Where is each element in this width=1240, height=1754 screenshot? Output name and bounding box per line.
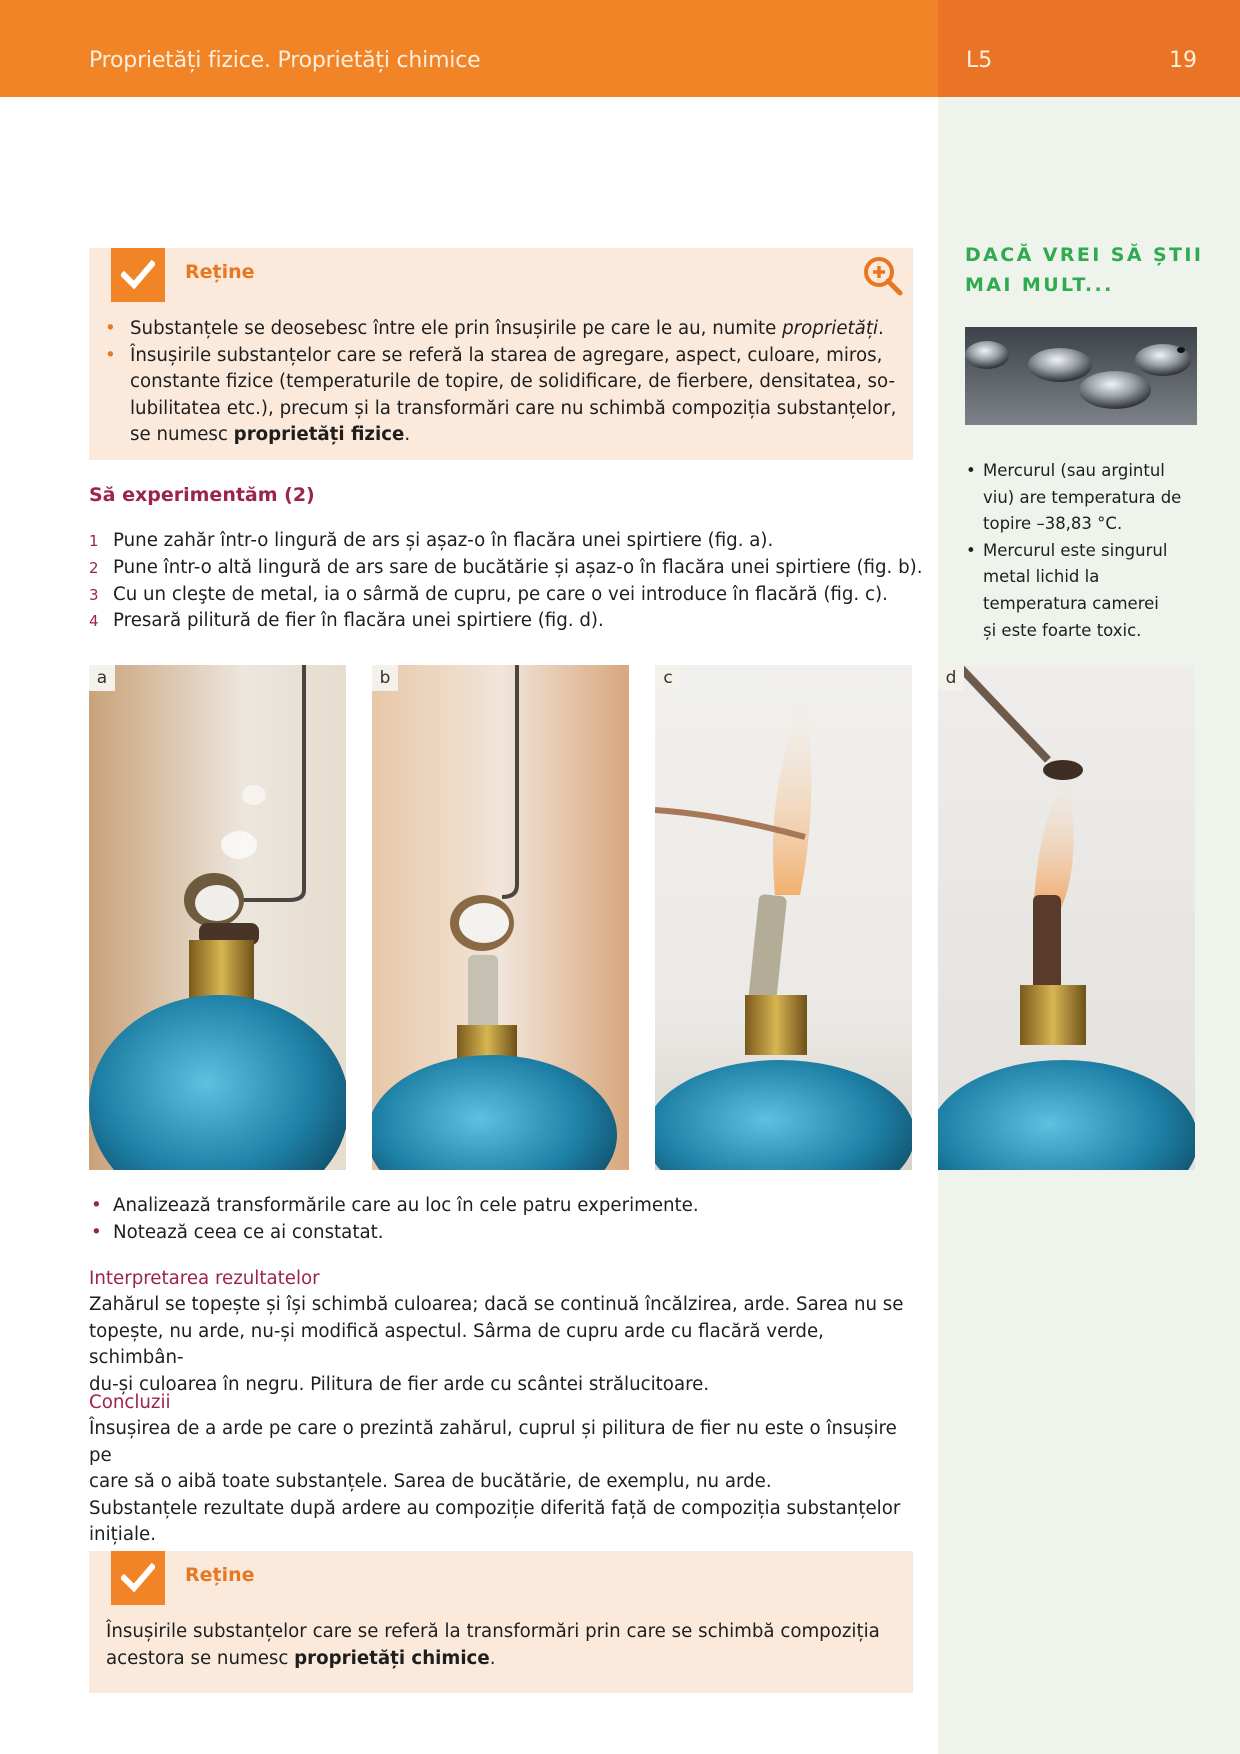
experiment-step [89,582,923,609]
sugar-spoon-in-flame-photo [89,665,346,1170]
salt-spoon-in-flame-photo [372,665,629,1170]
step-number: 1 [89,532,99,550]
retine-physical-list [89,316,909,449]
figure-label: a [89,665,115,691]
bullet-text: se numesc [130,424,234,445]
experiment-step [89,555,923,582]
paragraph-line: du-și culoarea în negru. Pilitura de fier arde cu scântei strălucitoare. [89,1373,710,1395]
sidebar-facts-list [966,458,1206,644]
sidebar-fact-line: • Mercurul este singurul [983,540,1168,560]
sidebar-fact [966,538,1206,644]
sidebar-fact-line: metal lichid la [983,567,1100,587]
analysis-tasks-list [89,1193,699,1246]
figure-label: c [655,665,681,691]
bullet-text: . [404,424,411,445]
bullet-text: Substanțele se deosebesc între ele prin însușirile pe care le au, numite [130,318,783,339]
experiment-step [89,528,923,555]
experiment-step [89,608,923,635]
figure-label: d [938,665,964,691]
task-item: • Analizează transformările care au loc în cele patru experimente. [89,1193,699,1220]
bullet-text: . [878,318,884,339]
paragraph-line: Însușirea de a arde pe care o prezintă zahărul, cuprul și pilitura de fier nu este o însușire pe [89,1418,897,1466]
mercury-drops-photo [965,327,1197,425]
step-text: Cu un cleşte de metal, ia o sârmă de cupru, pe care o vei introduce în flacără (fig. c). [113,583,888,605]
paragraph-line: topește, nu arde, nu-și modifică aspectul. Sârma de cupru arde cu flacără verde, schimbân- [89,1320,824,1369]
experiment-heading: Să experimentăm (2) [89,484,315,506]
sidebar-fact-line: temperatura camerei [983,593,1159,613]
paragraph-line: inițiale. [89,1524,156,1546]
copper-wire-in-flame-photo [655,665,912,1170]
page-number: 19 [1169,48,1197,73]
bullet-line [130,422,909,449]
sidebar-title-line: MAI MULT... [965,274,1114,296]
step-text: Presară pilitură de fier în flacăra unei spirtiere (fig. d). [113,610,604,632]
sidebar-title [965,240,1205,300]
step-text: Pune într-o altă lingură de ars sare de bucătărie și așaz-o în flacăra unei spirtiere (fig. b). [113,556,923,578]
experiment-steps [89,528,923,635]
figure-label: b [372,665,398,691]
interpretation-heading: Interpretarea rezultatelor [89,1268,320,1289]
task-item: • Notează ceea ce ai constatat. [89,1220,699,1247]
paragraph-text: acestora se numesc [106,1647,295,1669]
bullet-line: • Însușirile substanțelor care se referă la starea de agregare, aspect, culoare, miros, [130,344,883,366]
bullet-line: lubilitatea etc.), precum și la transformări care nu schimbă compoziția substanțelor, [130,397,897,419]
retine-heading: Reține [185,1564,255,1586]
iron-filings-in-flame-photo [938,665,1195,1170]
sidebar-fact-line: viu) are temperatura de [983,487,1182,507]
paragraph-text: . [489,1647,496,1669]
bullet-emphasis: proprietăți [782,318,879,339]
sidebar-fact [966,458,1206,538]
conclusions-paragraph [89,1416,915,1549]
step-number: 4 [89,612,99,631]
conclusions-heading: Concluzii [89,1392,171,1413]
step-number: 2 [89,558,99,577]
paragraph-line: Însușirile substanțelor care se referă la transformări prin care se schimbă compoziția [106,1621,880,1642]
paragraph-line: care să o aibă toate substanțele. Sarea de bucătărie, de exemplu, nu arde. [89,1471,772,1493]
paragraph-line: Substanțele rezultate după ardere au compoziție diferită față de compoziția substanțelor [89,1497,901,1519]
interpretation-paragraph [89,1292,915,1398]
sidebar-fact-line: topire –38,83 °C. [983,514,1123,534]
page-title: Proprietăți fizice. Proprietăți chimice [89,48,481,73]
retine-chemical-text [106,1619,906,1672]
paragraph-line [106,1646,906,1673]
sidebar-fact-line: • Mercurul (sau argintul [983,461,1165,480]
checkmark-icon [111,248,165,302]
sidebar-fact-line: și este foarte toxic. [983,620,1142,640]
step-text: Pune zahăr într-o lingură de ars și așaz-o în flacăra unei spirtiere (fig. a). [113,530,774,551]
retine-heading: Reține [185,261,255,283]
retine-bullet [89,343,909,449]
key-term: proprietăți chimice [294,1647,490,1669]
bullet-line: constante fizice (temperaturile de topire, de solidificare, de fierbere, densitatea, so- [130,371,896,392]
checkmark-icon [111,1551,165,1605]
lesson-number: L5 [966,48,993,73]
retine-bullet [89,316,909,343]
key-term: proprietăți fizice [233,424,405,445]
step-number: 3 [89,585,99,604]
zoom-in-icon[interactable] [862,255,904,297]
paragraph-line: Zahărul se topește și își schimbă culoarea; dacă se continuă încălzirea, arde. Sarea nu se [89,1294,904,1315]
sidebar-title-line: DACĂ VREI SĂ ȘTII [965,244,1204,266]
